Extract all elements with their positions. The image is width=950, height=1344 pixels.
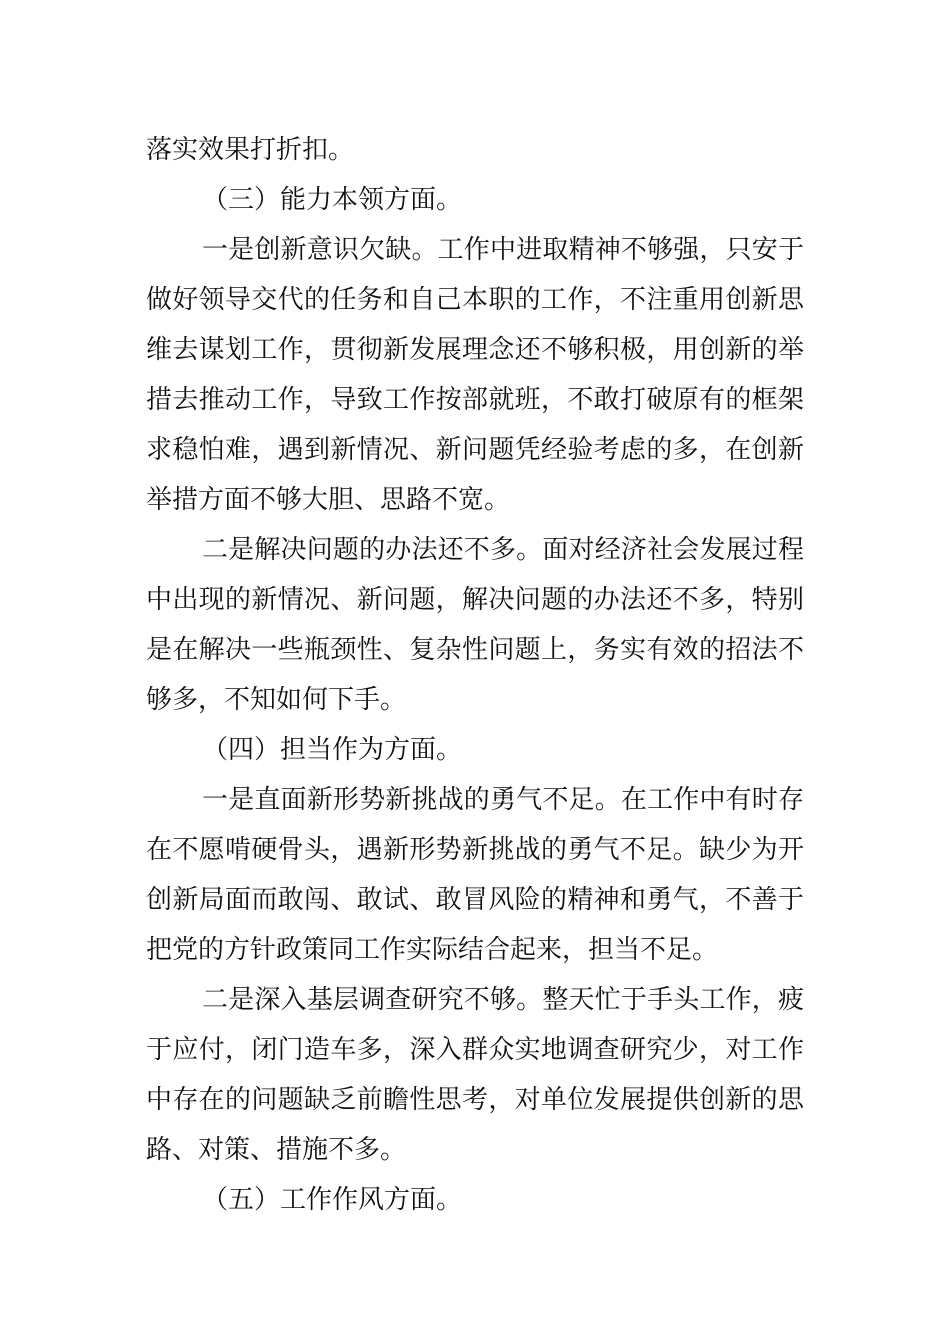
text-line: 措去推动工作，导致工作按部就班，不敢打破原有的框架 (146, 385, 804, 415)
text-line: 中存在的问题缺乏前瞻性思考，对单位发展提供创新的思 (146, 1085, 804, 1115)
text-line: 二是解决问题的办法还不多。面对经济社会发展过程 (202, 535, 804, 565)
text-line: 在不愿啃硬骨头，遇新形势新挑战的勇气不足。缺少为开 (146, 835, 804, 865)
section-heading: （四）担当作为方面。 (202, 735, 463, 765)
text-line: 于应付，闭门造车多，深入群众实地调查研究少，对工作 (146, 1035, 804, 1065)
text-line: 够多，不知如何下手。 (146, 685, 407, 715)
text-line: 维去谋划工作，贯彻新发展理念还不够积极，用创新的举 (146, 335, 804, 365)
text-line: 创新局面而敢闯、敢试、敢冒风险的精神和勇气，不善于 (146, 885, 804, 915)
text-line: 求稳怕难，遇到新情况、新问题凭经验考虑的多，在创新 (146, 435, 804, 465)
text-line: 举措方面不够大胆、思路不宽。 (146, 485, 511, 515)
text-line: 落实效果打折扣。 (146, 135, 355, 165)
text-line: 把党的方针政策同工作实际结合起来，担当不足。 (146, 935, 719, 965)
section-heading: （五）工作作风方面。 (202, 1185, 463, 1215)
text-line: 是在解决一些瓶颈性、复杂性问题上，务实有效的招法不 (146, 635, 804, 665)
section-heading: （三）能力本领方面。 (202, 185, 463, 215)
text-line: 一是直面新形势新挑战的勇气不足。在工作中有时存 (202, 785, 804, 815)
text-line: 路、对策、措施不多。 (146, 1135, 407, 1165)
text-line: 中出现的新情况、新问题，解决问题的办法还不多，特别 (146, 585, 804, 615)
text-line: 二是深入基层调查研究不够。整天忙于手头工作，疲 (202, 985, 804, 1015)
text-line: 做好领导交代的任务和自己本职的工作，不注重用创新思 (146, 285, 804, 315)
text-line: 一是创新意识欠缺。工作中进取精神不够强，只安于 (202, 235, 804, 265)
